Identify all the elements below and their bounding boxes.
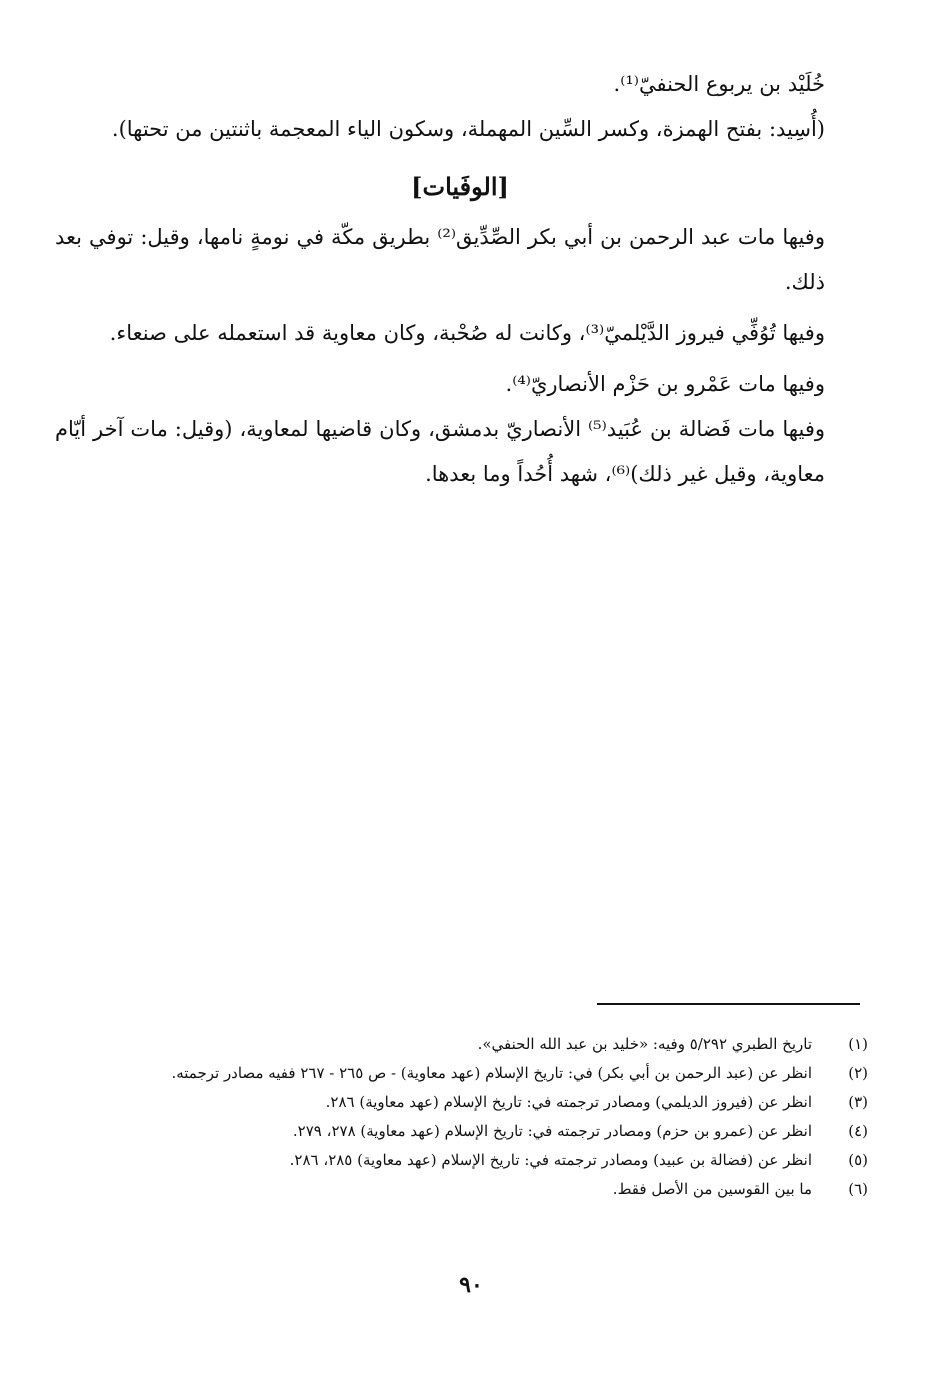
footnote-number: (١): [848, 1035, 868, 1053]
footnote-item: [60, 1059, 868, 1088]
paragraph-amr: وفيها مات عَمْرو بن حَزْم الأنصاريّ⁽⁴⁾.: [505, 372, 825, 396]
footnote-number: (٣): [848, 1093, 868, 1111]
footnote-text: انظر عن (فيروز الديلمي) ومصادر ترجمته في: تاريخ الإسلام (عهد معاوية) ٢٨٦.: [325, 1093, 812, 1111]
main-text: [55, 62, 865, 497]
footnote-number: (٦): [848, 1180, 868, 1198]
footnote-text: انظر عن (عبد الرحمن بن أبي بكر) في: تاريخ الإسلام (عهد معاوية) - ص ٢٦٥ - ٢٦٧ ففيه مصادر ترجمته.: [171, 1064, 812, 1082]
footnote-number: (٢): [848, 1064, 868, 1082]
paragraph-fairuz: وفيها تُوُفِّي فيروز الدَّيْلميّ⁽³⁾، وكانت له صُحْبة، وكان معاوية قد استعمله على صنعاء.: [109, 321, 825, 345]
footnote-item: [60, 1117, 868, 1146]
footnote-item: [60, 1088, 868, 1117]
footnote-separator: [597, 1003, 860, 1005]
footnote-text: انظر عن (فضالة بن عبيد) ومصادر ترجمته في: تاريخ الإسلام (عهد معاوية) ٢٨٥، ٢٨٦.: [289, 1151, 812, 1169]
footnotes: [60, 1030, 868, 1204]
footnote-text: تاريخ الطبري ٥/٢٩٢ وفيه: «خليد بن عبد الله الحنفي».: [477, 1035, 812, 1053]
footnote-text: انظر عن (عمرو بن حزم) ومصادر ترجمته في: تاريخ الإسلام (عهد معاوية) ٢٧٨، ٢٧٩.: [292, 1122, 812, 1140]
footnote-number: (٥): [848, 1151, 868, 1169]
footnote-text: ما بين القوسين من الأصل فقط.: [612, 1180, 812, 1198]
paragraph-khulaid: خُلَيْد بن يربوع الحنفيّ⁽¹⁾.: [613, 72, 825, 96]
paragraph-abdulrahman: وفيها مات عبد الرحمن بن أبي بكر الصِّدِّيق⁽²⁾ بطريق مكّة في نومةٍ نامها، وقيل: توفي بعد ذلك.: [55, 225, 825, 294]
footnote-item: [60, 1175, 868, 1204]
section-heading-deaths: [الوفَيات]: [411, 172, 509, 201]
footnote-item: [60, 1146, 868, 1175]
paragraph-usaid-note: (أُسِيد: بفتح الهمزة، وكسر السِّين المهملة، وسكون الياء المعجمة باثنتين من تحتها).: [111, 117, 825, 141]
page-number: ٩٠: [459, 1272, 483, 1298]
footnote-item: [60, 1030, 868, 1059]
paragraph-fadala: وفيها مات فَضالة بن عُبَيد⁽⁵⁾ الأنصاريّ بدمشق، وكان قاضيها لمعاوية، (وقيل: مات آخر أيّام معاوية، وقيل غير ذلك)⁽⁶⁾، شهد أُحُداً وما بعدها.: [55, 417, 825, 486]
footnote-number: (٤): [848, 1122, 868, 1140]
